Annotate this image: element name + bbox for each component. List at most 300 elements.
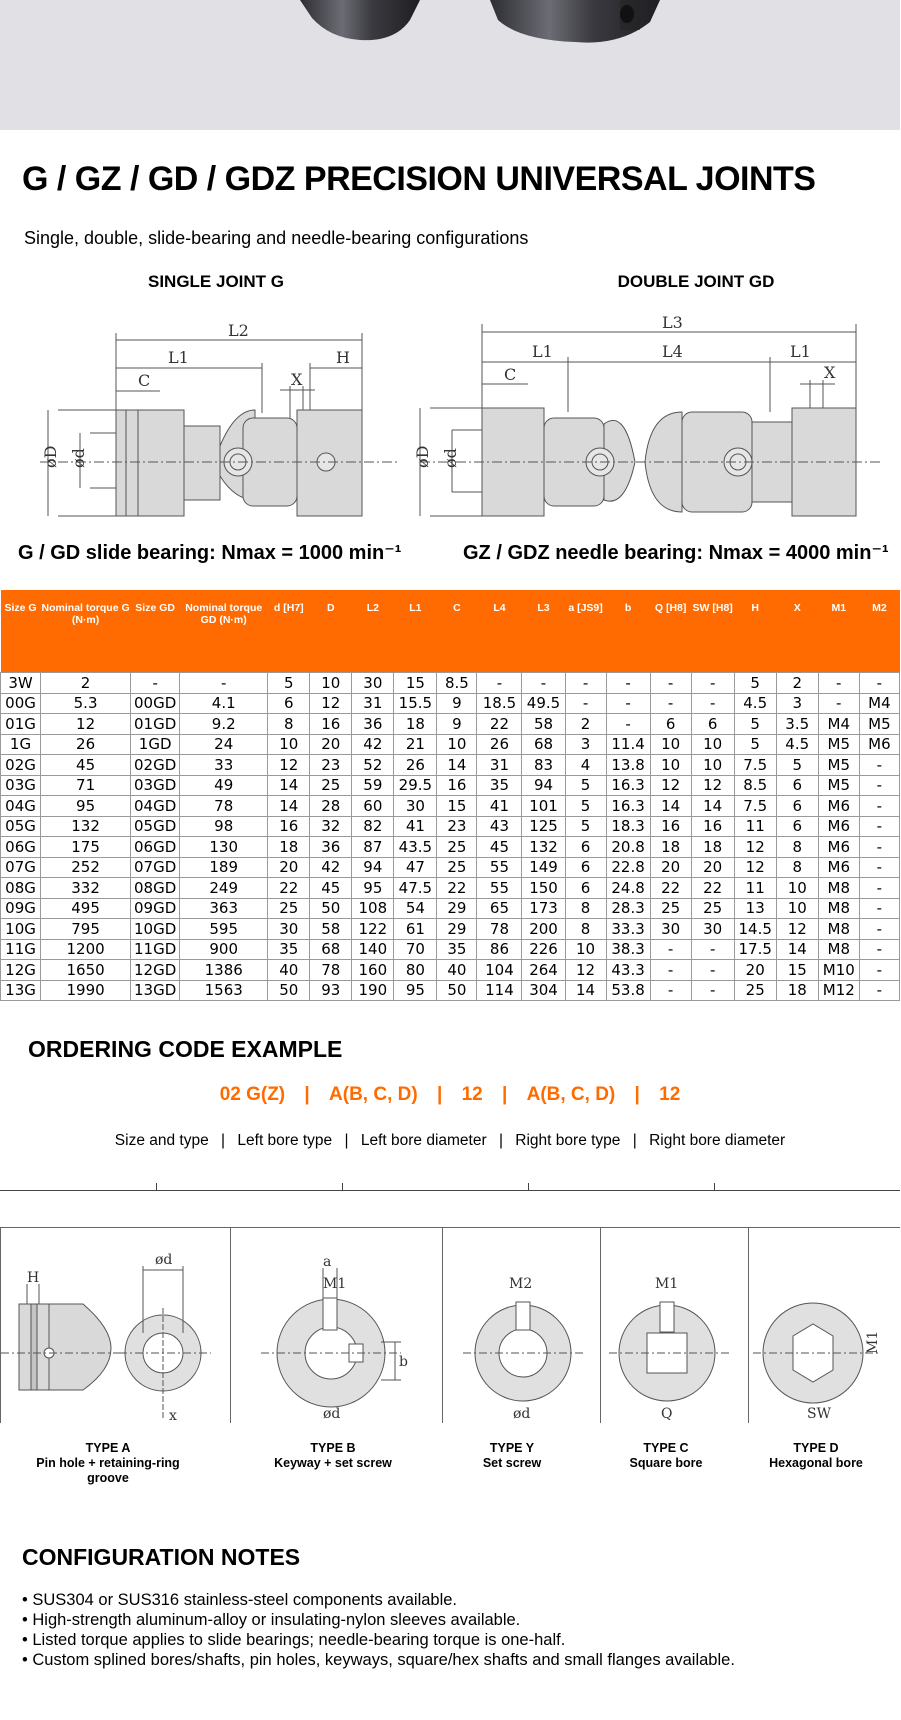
spec-table-cell: 43.3 bbox=[606, 960, 650, 981]
spec-table-cell: 16 bbox=[691, 816, 734, 837]
spec-table-cell: M8 bbox=[818, 898, 859, 919]
spec-table-cell: 12 bbox=[650, 775, 691, 796]
spec-table-row bbox=[1, 939, 900, 960]
spec-table-cell: 8 bbox=[565, 919, 606, 940]
spec-table-cell: 4.5 bbox=[734, 693, 776, 714]
spec-table-cell: - bbox=[818, 673, 859, 694]
spec-table-cell: 47.5 bbox=[394, 878, 437, 899]
spec-table-cell: 10GD bbox=[131, 919, 180, 940]
spec-table-row bbox=[1, 878, 900, 899]
code-separator: | bbox=[634, 1084, 640, 1105]
spec-table-cell: 252 bbox=[41, 857, 131, 878]
spec-table-cell: 495 bbox=[41, 898, 131, 919]
divider-tick bbox=[528, 1183, 529, 1190]
spec-table-cell: 80 bbox=[394, 960, 437, 981]
spec-table-cell: 12 bbox=[734, 857, 776, 878]
spec-table-cell: 16 bbox=[437, 775, 477, 796]
spec-table-cell: 6 bbox=[691, 714, 734, 735]
spec-table-container bbox=[0, 590, 900, 1001]
spec-table-cell: 78 bbox=[310, 960, 352, 981]
code-size-type: 02 G(Z) bbox=[219, 1084, 286, 1105]
spec-table-cell: 60 bbox=[352, 796, 394, 817]
spec-table-cell: 200 bbox=[522, 919, 565, 940]
dim-id-label: ød bbox=[441, 448, 460, 468]
spec-table-cell: 6 bbox=[650, 714, 691, 735]
spec-table-cell: 1990 bbox=[41, 980, 131, 1001]
note-item: • High-strength aluminum-alloy or insulating-nylon sleeves available. bbox=[22, 1611, 521, 1629]
spec-table-cell: 12G bbox=[1, 960, 41, 981]
spec-table-cell: 5 bbox=[734, 734, 776, 755]
spec-table-cell: 24 bbox=[180, 734, 268, 755]
spec-table-cell: 29 bbox=[437, 898, 477, 919]
spec-table-cell: 12 bbox=[565, 960, 606, 981]
spec-table-cell: M6 bbox=[818, 837, 859, 858]
spec-table-cell: 3.5 bbox=[776, 714, 818, 735]
spec-table-header bbox=[1, 590, 900, 673]
spec-table-cell: 7.5 bbox=[734, 796, 776, 817]
spec-table-cell: 122 bbox=[352, 919, 394, 940]
spec-table-cell: 35 bbox=[437, 939, 477, 960]
spec-table-cell: 104 bbox=[477, 960, 522, 981]
spec-table-cell: 03G bbox=[1, 775, 41, 796]
bore-d-sw-label: SW bbox=[807, 1406, 831, 1422]
spec-table-cell: - bbox=[650, 939, 691, 960]
spec-table-cell: 82 bbox=[352, 816, 394, 837]
dim-h-label: H bbox=[336, 348, 350, 367]
label-right-bore-diameter: Right bore diameter bbox=[649, 1132, 786, 1149]
dim-x-label: X bbox=[824, 363, 836, 382]
ordering-heading: ORDERING CODE EXAMPLE bbox=[28, 1036, 343, 1062]
spec-table-cell: 160 bbox=[352, 960, 394, 981]
spec-table-cell: 10 bbox=[268, 734, 310, 755]
spec-table-cell: 23 bbox=[310, 755, 352, 776]
code-separator: | bbox=[304, 1084, 310, 1105]
spec-header-cell: Q [H8] bbox=[650, 590, 691, 673]
spec-table-cell: 45 bbox=[477, 837, 522, 858]
spec-table-cell: 94 bbox=[522, 775, 565, 796]
bore-d-m1-label: M1 bbox=[865, 1330, 881, 1354]
joint-photo-graphic bbox=[0, 0, 900, 130]
spec-table-cell: 10 bbox=[691, 734, 734, 755]
spec-table-cell: 21 bbox=[394, 734, 437, 755]
spec-table-cell: 2 bbox=[565, 714, 606, 735]
spec-table-cell: 13G bbox=[1, 980, 41, 1001]
spec-table-cell: 55 bbox=[477, 878, 522, 899]
spec-table-cell: M8 bbox=[818, 919, 859, 940]
spec-table-cell: - bbox=[565, 693, 606, 714]
spec-header-cell: L2 bbox=[352, 590, 394, 673]
spec-table-cell: 78 bbox=[180, 796, 268, 817]
spec-table-cell: 52 bbox=[352, 755, 394, 776]
spec-table-cell: M6 bbox=[818, 816, 859, 837]
spec-table-cell: 5.3 bbox=[41, 693, 131, 714]
spec-table-cell: M8 bbox=[818, 878, 859, 899]
bore-type-a-desc: Pin hole + retaining-ring groove bbox=[36, 1456, 180, 1485]
bore-type-b-box bbox=[230, 1228, 443, 1423]
spec-table-cell: 55 bbox=[477, 857, 522, 878]
spec-table-cell: 18.5 bbox=[477, 693, 522, 714]
spec-table-cell: 26 bbox=[477, 734, 522, 755]
spec-table-cell: 95 bbox=[394, 980, 437, 1001]
dim-x-label: X bbox=[291, 370, 303, 389]
spec-table-cell: 94 bbox=[352, 857, 394, 878]
spec-table-cell: - bbox=[859, 898, 899, 919]
spec-table-cell: 12GD bbox=[131, 960, 180, 981]
spec-table-cell: 5 bbox=[776, 755, 818, 776]
spec-header-cell: M1 bbox=[818, 590, 859, 673]
code-right-bore-type: A(B, C, D) bbox=[526, 1084, 616, 1105]
spec-table-cell: 10 bbox=[650, 734, 691, 755]
spec-table-cell: - bbox=[859, 796, 899, 817]
code-right-bore-diameter: 12 bbox=[659, 1084, 681, 1105]
spec-table-cell: 1386 bbox=[180, 960, 268, 981]
spec-table-cell: 14 bbox=[437, 755, 477, 776]
spec-table-cell: - bbox=[565, 673, 606, 694]
spec-header-cell: L3 bbox=[522, 590, 565, 673]
spec-table-cell: 49 bbox=[180, 775, 268, 796]
spec-table-cell: M6 bbox=[818, 857, 859, 878]
spec-table-cell: 8 bbox=[565, 898, 606, 919]
spec-table-cell: - bbox=[859, 755, 899, 776]
spec-table-cell: 32 bbox=[310, 816, 352, 837]
spec-table-cell: 07GD bbox=[131, 857, 180, 878]
spec-table-cell: 36 bbox=[310, 837, 352, 858]
spec-table-cell: 20 bbox=[268, 857, 310, 878]
spec-header-cell: M2 bbox=[859, 590, 899, 673]
bore-type-a-caption bbox=[22, 1441, 194, 1486]
spec-table-cell: 05G bbox=[1, 816, 41, 837]
spec-table-cell: 150 bbox=[522, 878, 565, 899]
spec-table-cell: 30 bbox=[394, 796, 437, 817]
spec-table-cell: 14 bbox=[776, 939, 818, 960]
spec-table-cell: 264 bbox=[522, 960, 565, 981]
bore-type-a-name: TYPE A bbox=[85, 1441, 131, 1455]
spec-table-row bbox=[1, 919, 900, 940]
spec-table-cell: - bbox=[859, 857, 899, 878]
spec-table-cell: 06GD bbox=[131, 837, 180, 858]
spec-table-cell: 16 bbox=[650, 816, 691, 837]
spec-table-cell: 00GD bbox=[131, 693, 180, 714]
spec-table-cell: 26 bbox=[394, 755, 437, 776]
page-title: G / GZ / GD / GDZ PRECISION UNIVERSAL JOINTS bbox=[22, 160, 816, 198]
spec-table-cell: 189 bbox=[180, 857, 268, 878]
spec-table-cell: 08GD bbox=[131, 878, 180, 899]
spec-table-cell: 5 bbox=[268, 673, 310, 694]
spec-table-cell: 6 bbox=[565, 878, 606, 899]
spec-table-cell: 1G bbox=[1, 734, 41, 755]
spec-table-cell: 68 bbox=[310, 939, 352, 960]
spec-header-cell: C bbox=[437, 590, 477, 673]
spec-table-cell: 86 bbox=[477, 939, 522, 960]
spec-table-cell: 6 bbox=[776, 796, 818, 817]
spec-table-cell: 4.1 bbox=[180, 693, 268, 714]
spec-table-cell: 59 bbox=[352, 775, 394, 796]
spec-table-row bbox=[1, 796, 900, 817]
spec-table-cell: 18.3 bbox=[606, 816, 650, 837]
bore-type-c-drawing bbox=[601, 1228, 749, 1423]
spec-table-cell: 9 bbox=[437, 693, 477, 714]
bore-type-d-box bbox=[748, 1228, 901, 1423]
spec-table-cell: - bbox=[818, 693, 859, 714]
spec-table-cell: - bbox=[650, 673, 691, 694]
bore-c-q-label: Q bbox=[661, 1406, 673, 1422]
spec-table-cell: 14 bbox=[268, 796, 310, 817]
spec-table-cell: 8 bbox=[268, 714, 310, 735]
spec-table-cell: 04G bbox=[1, 796, 41, 817]
spec-table-row bbox=[1, 734, 900, 755]
spec-table-cell: 1563 bbox=[180, 980, 268, 1001]
spec-table-cell: 6 bbox=[776, 775, 818, 796]
spec-table-cell: 1650 bbox=[41, 960, 131, 981]
spec-table-cell: 15 bbox=[437, 796, 477, 817]
spec-header-cell: D bbox=[310, 590, 352, 673]
bore-type-y-box bbox=[442, 1228, 601, 1423]
bore-types-strip bbox=[0, 1227, 900, 1423]
spec-table-cell: - bbox=[522, 673, 565, 694]
spec-table-cell: 595 bbox=[180, 919, 268, 940]
spec-table-cell: 49.5 bbox=[522, 693, 565, 714]
spec-table-cell: 10G bbox=[1, 919, 41, 940]
spec-table-cell: M6 bbox=[818, 796, 859, 817]
spec-table-cell: 13 bbox=[734, 898, 776, 919]
spec-table-cell: 12 bbox=[734, 837, 776, 858]
spec-table-cell: 5 bbox=[565, 816, 606, 837]
spec-table-cell: 13.8 bbox=[606, 755, 650, 776]
spec-table-row bbox=[1, 714, 900, 735]
bore-type-b-desc: Keyway + set screw bbox=[274, 1456, 392, 1470]
spec-table-cell: 11 bbox=[734, 878, 776, 899]
spec-table-cell: 11G bbox=[1, 939, 41, 960]
spec-table-cell: 114 bbox=[477, 980, 522, 1001]
spec-table-cell: - bbox=[691, 939, 734, 960]
spec-table-cell: 14 bbox=[650, 796, 691, 817]
spec-table-cell: 130 bbox=[180, 837, 268, 858]
spec-table-cell: 175 bbox=[41, 837, 131, 858]
spec-table-cell: - bbox=[691, 960, 734, 981]
spec-table-cell: 10 bbox=[776, 878, 818, 899]
spec-table-cell: 42 bbox=[352, 734, 394, 755]
spec-table-cell: 00G bbox=[1, 693, 41, 714]
spec-table-cell: 26 bbox=[41, 734, 131, 755]
spec-table-cell: 22 bbox=[268, 878, 310, 899]
spec-table-cell: 8.5 bbox=[734, 775, 776, 796]
spec-table-cell: 14 bbox=[565, 980, 606, 1001]
note-item: • SUS304 or SUS316 stainless-steel components available. bbox=[22, 1591, 458, 1609]
spec-table-cell: 02GD bbox=[131, 755, 180, 776]
spec-table-cell: 18 bbox=[268, 837, 310, 858]
spec-table-cell: 12 bbox=[41, 714, 131, 735]
spec-table-cell: 30 bbox=[691, 919, 734, 940]
spec-table-cell: 11GD bbox=[131, 939, 180, 960]
spec-table-cell: 3 bbox=[565, 734, 606, 755]
spec-table-row bbox=[1, 775, 900, 796]
spec-table-cell: - bbox=[650, 960, 691, 981]
bore-type-y-desc: Set screw bbox=[482, 1456, 542, 1470]
spec-table-cell: 35 bbox=[477, 775, 522, 796]
spec-table-body bbox=[1, 673, 900, 1001]
bore-type-d-caption bbox=[756, 1441, 876, 1471]
spec-table-cell: 249 bbox=[180, 878, 268, 899]
spec-table-row bbox=[1, 673, 900, 694]
label-separator: | bbox=[221, 1132, 226, 1149]
spec-table-cell: 25 bbox=[268, 898, 310, 919]
spec-table-cell: M5 bbox=[818, 755, 859, 776]
spec-table-cell: 149 bbox=[522, 857, 565, 878]
spec-header-cell: Nominal torque GD (N·m) bbox=[180, 590, 268, 673]
spec-table-cell: 33 bbox=[180, 755, 268, 776]
spec-table-cell: 304 bbox=[522, 980, 565, 1001]
spec-table-cell: 9.2 bbox=[180, 714, 268, 735]
spec-table-cell: 1GD bbox=[131, 734, 180, 755]
label-left-bore-diameter: Left bore diameter bbox=[360, 1132, 487, 1149]
spec-table-cell: 10 bbox=[650, 755, 691, 776]
spec-table-cell: 11 bbox=[734, 816, 776, 837]
bore-type-b-name: TYPE B bbox=[310, 1441, 356, 1455]
bore-a-x-label: x bbox=[169, 1408, 177, 1424]
spec-table-cell: 01G bbox=[1, 714, 41, 735]
spec-table-cell: 70 bbox=[394, 939, 437, 960]
bore-b-b-label: b bbox=[399, 1354, 408, 1370]
spec-table-cell: 2 bbox=[41, 673, 131, 694]
spec-table-cell: 50 bbox=[310, 898, 352, 919]
spec-table-cell: 22 bbox=[691, 878, 734, 899]
spec-table-cell: 10 bbox=[776, 898, 818, 919]
spec-table-cell: 40 bbox=[268, 960, 310, 981]
bore-type-c-caption bbox=[606, 1441, 726, 1471]
spec-table-cell: 18 bbox=[691, 837, 734, 858]
spec-table-cell: 22 bbox=[650, 878, 691, 899]
spec-table-cell: - bbox=[859, 980, 899, 1001]
spec-header-cell: H bbox=[734, 590, 776, 673]
spec-table-row bbox=[1, 980, 900, 1001]
spec-table-cell: 16 bbox=[310, 714, 352, 735]
spec-table-cell: 41 bbox=[477, 796, 522, 817]
spec-table-cell: 11.4 bbox=[606, 734, 650, 755]
spec-table-cell: - bbox=[859, 939, 899, 960]
spec-table-cell: M6 bbox=[859, 734, 899, 755]
spec-table-cell: 6 bbox=[268, 693, 310, 714]
spec-table-cell: 16.3 bbox=[606, 775, 650, 796]
spec-table-cell: 28.3 bbox=[606, 898, 650, 919]
spec-table-cell: 78 bbox=[477, 919, 522, 940]
spec-header-cell: X bbox=[776, 590, 818, 673]
label-separator: | bbox=[632, 1132, 637, 1149]
spec-table-cell: 795 bbox=[41, 919, 131, 940]
spec-table-cell: 5 bbox=[565, 796, 606, 817]
spec-table-cell: 13GD bbox=[131, 980, 180, 1001]
spec-table-row bbox=[1, 960, 900, 981]
spec-table-cell: 12 bbox=[268, 755, 310, 776]
dim-id-label: ød bbox=[69, 448, 88, 468]
spec-table-cell: 18 bbox=[650, 837, 691, 858]
spec-table-cell: - bbox=[477, 673, 522, 694]
spec-table-cell: 83 bbox=[522, 755, 565, 776]
dim-c-label: C bbox=[138, 371, 151, 390]
spec-table-cell: - bbox=[606, 673, 650, 694]
spec-table-cell: 30 bbox=[650, 919, 691, 940]
spec-table-cell: 58 bbox=[310, 919, 352, 940]
spec-table-cell: 16 bbox=[268, 816, 310, 837]
spec-table-cell: 02G bbox=[1, 755, 41, 776]
spec-table-cell: 5 bbox=[734, 714, 776, 735]
spec-table-row bbox=[1, 755, 900, 776]
dim-l1-right-label: L1 bbox=[790, 342, 811, 361]
spec-table-cell: 22 bbox=[437, 878, 477, 899]
spec-table-cell: 25 bbox=[650, 898, 691, 919]
spec-table-cell: M10 bbox=[818, 960, 859, 981]
spec-table-cell: 87 bbox=[352, 837, 394, 858]
spec-table-cell: 14 bbox=[691, 796, 734, 817]
single-joint-caption: SINGLE JOINT G bbox=[147, 272, 285, 291]
spec-table-cell: 10 bbox=[437, 734, 477, 755]
spec-table-cell: 10 bbox=[565, 939, 606, 960]
spec-table-cell: - bbox=[691, 693, 734, 714]
spec-table-cell: 1200 bbox=[41, 939, 131, 960]
spec-table-cell: 25 bbox=[691, 898, 734, 919]
spec-table-cell: 332 bbox=[41, 878, 131, 899]
spec-table-cell: - bbox=[859, 816, 899, 837]
slide-bearing-speed: G / GD slide bearing: Nmax = 1000 min⁻¹ bbox=[18, 542, 402, 564]
spec-table-cell: 93 bbox=[310, 980, 352, 1001]
spec-table-cell: 108 bbox=[352, 898, 394, 919]
spec-table-cell: 25 bbox=[310, 775, 352, 796]
label-separator: | bbox=[344, 1132, 349, 1149]
label-right-bore-type: Right bore type bbox=[515, 1132, 621, 1149]
bore-a-d-label: ød bbox=[155, 1252, 173, 1268]
spec-table-cell: M4 bbox=[818, 714, 859, 735]
bore-b-m1-label: M1 bbox=[323, 1276, 347, 1292]
spec-header-cell: a [JS9] bbox=[565, 590, 606, 673]
spec-table bbox=[0, 590, 900, 1001]
spec-table-cell: 30 bbox=[352, 673, 394, 694]
bore-type-y-name: TYPE Y bbox=[489, 1441, 535, 1455]
spec-header-cell: Nominal torque G (N·m) bbox=[41, 590, 131, 673]
spec-table-cell: 53.8 bbox=[606, 980, 650, 1001]
dim-l1-left-label: L1 bbox=[532, 342, 553, 361]
spec-table-cell: M5 bbox=[818, 734, 859, 755]
spec-table-row bbox=[1, 898, 900, 919]
spec-table-cell: 35 bbox=[268, 939, 310, 960]
spec-table-cell: 8 bbox=[776, 857, 818, 878]
spec-table-cell: - bbox=[180, 673, 268, 694]
spec-table-cell: 20 bbox=[691, 857, 734, 878]
dim-l1-label: L1 bbox=[168, 348, 189, 367]
spec-table-cell: 33.3 bbox=[606, 919, 650, 940]
needle-bearing-speed: GZ / GDZ needle bearing: Nmax = 4000 min⁻¹ bbox=[463, 542, 889, 564]
page-subtitle: Single, double, slide-bearing and needle-bearing configurations bbox=[24, 228, 529, 248]
bore-c-m1-label: M1 bbox=[655, 1276, 679, 1292]
double-joint-caption: DOUBLE JOINT GD bbox=[617, 272, 775, 291]
spec-table-cell: 36 bbox=[352, 714, 394, 735]
spec-table-cell: - bbox=[859, 919, 899, 940]
spec-table-cell: 61 bbox=[394, 919, 437, 940]
spec-table-cell: 43 bbox=[477, 816, 522, 837]
spec-table-cell: 71 bbox=[41, 775, 131, 796]
spec-table-cell: - bbox=[859, 673, 899, 694]
divider-tick bbox=[714, 1183, 715, 1190]
spec-table-cell: 101 bbox=[522, 796, 565, 817]
bore-b-a-label: a bbox=[323, 1254, 332, 1270]
spec-table-cell: 40 bbox=[437, 960, 477, 981]
spec-table-cell: 42 bbox=[310, 857, 352, 878]
notes-heading: CONFIGURATION NOTES bbox=[22, 1544, 301, 1570]
dim-od-label: øD bbox=[413, 445, 432, 468]
dim-l2-label: L2 bbox=[228, 321, 249, 340]
spec-table-cell: 03GD bbox=[131, 775, 180, 796]
spec-table-cell: M5 bbox=[818, 775, 859, 796]
spec-table-cell: 7.5 bbox=[734, 755, 776, 776]
spec-table-cell: 132 bbox=[522, 837, 565, 858]
